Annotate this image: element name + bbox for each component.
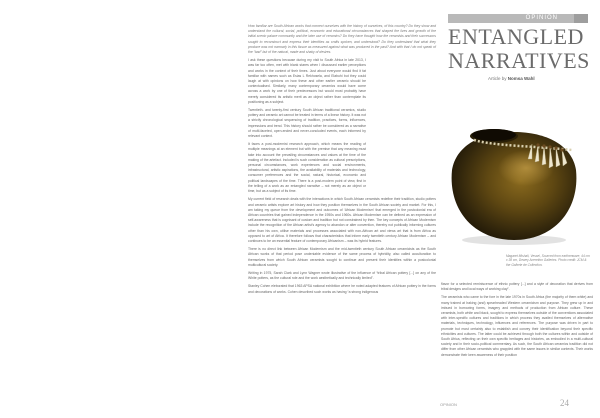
body-paragraph: Writing in 1975, Sarah Clark and Lynn Wagner wrote illustrative of the influence of “tribal African pottery [...] on any of the White potters, as the cultural role and the work aesthetically and technically limited”. bbox=[248, 270, 436, 281]
right-text-column bbox=[441, 282, 593, 361]
article-title bbox=[448, 25, 598, 73]
body-paragraph: I ask these questions because during my visit to South Africa in late 2013, I was far too often, met with blank stares when I discussed earlier perceptions and works in the context of their times. Just about everyone would find it fat familiar with names such as Esias L Rekhosela, and Elabuhi but they could laugh at with opinions on how these and other earlier ceramic should be contextualised. Similarly, many contemporary ceramics would have come across a work by one of their predecessors but would most probably have merely considered its artistic merit as an object rather than contemplate its positioning as a subject. bbox=[248, 58, 366, 104]
footer-section-label: OPINION bbox=[440, 402, 457, 407]
section-label-accent bbox=[574, 14, 588, 23]
image-caption: Magaret Mtshali, Vessel, Sourced from earthenware, 44 cm x 38 cm, Dewey Aceretion Galleries. Photo credit: JCM & the Gallerie de Collection. bbox=[506, 254, 590, 267]
left-text-column bbox=[248, 24, 436, 404]
byline-author: Nomsa Wahl bbox=[507, 76, 535, 81]
title-line-1: ENTANGLED bbox=[448, 24, 584, 49]
byline bbox=[488, 76, 535, 81]
ceramic-vessel-illustration bbox=[434, 100, 594, 250]
body-paragraph: flavor for a selected reminiscence of ethnic pottery [...] and a style of decoration that derives from tribal designs and local ways of working clay”. bbox=[441, 282, 593, 292]
byline-prefix: Article by bbox=[488, 76, 507, 81]
body-paragraph: There is no direct link between African Modernism and the mid-twentieth century South African ceramicists as the South African works of that period pose undeniable evidence of the same process of hybridity, also called acculturation to themselves from which South African ceramists sought to continue and present their identities within a postcolonial multicultural society. bbox=[248, 247, 436, 267]
body-paragraph: Twentieth- and twenty-first century South African traditional ceramics, studio pottery and ceramic art cannot be treated in terms of a linear history. It was not a strictly chronological sequencing of tradition, practices, forms, influences, impressions and trend. This history should rather be considered as a narrative of multi-faceted, open-ended and never-concluded events, each informed by relevant context. bbox=[248, 108, 366, 139]
title-line-2: NARRATIVES bbox=[448, 48, 590, 73]
page-number: 24 bbox=[560, 398, 569, 408]
section-label: OPINION bbox=[448, 14, 578, 23]
body-paragraph: The ceramists who came to the fore in the late 1970s in South Africa (the majority of them white) and many trained at Iraking (and) spearheaded Western ceramicism and purpose. They grew up in and imbued in borrowing forms, imagery and methods of production from African culture. These ceramists, both white and black, sought to express themselves outside of the conventions associated with inter-specific cultures and traditions in which process they availed themselves of alternative materials, techniques, technology, influences and references. The purpose was driven in part to promote but most certainly also to establish and convey their identification beyond their specific ethnicities and cultures. The latter could be achieved through both the cultures within and outside of South Africa, reflecting on their own specific heritages and histories, as embodied in a multi-cultural society and in their socio-political commentary. As such, the South African ceramics tradition did not differ from other African ceramists who grappled with the same issues in similar contexts. Their works demonstrate their keen awareness of their position bbox=[441, 295, 593, 357]
intro-paragraph: How familiar are South African works that connect ourselves with the history of ourselves, of this country? Do they show and understand the cultural, social, political, economic and educational circumstances that shaped the lives and growth of the initial scenic palace community and the later use of ceramics? Do they have thought how the ceramists and their successors sought to reconstruct and express their identities as crafts spoken, and understood? Do they understand that what they produce was not narrowly in this tissue as measured against what was produced in the past? And with that I do not speak of the “bad” but of the natural, made and shaky of desires. bbox=[248, 24, 436, 55]
body-paragraph: Stanley Cohen eleborated that 1963 APSA national exhibition where he noted adapted features of African pottery in the forms and decorations of works. Cohen described such works as having “a strong indigenous bbox=[248, 284, 436, 294]
body-paragraph: It faces a post-modernist research approach, which means the reading of multiple meanings at an element but with the premise that any meaning must take into account the prevailing circumstances and values at the time of the making of the artefact. Included is such consideration as cultural prescriptions, personal circumstances, work experiences and social environments, infrastructural, artistic aspirations, the availability of materials and technology, consumer preferences and the social, natural, historical, economic and political landscapes of the time. There is a post-modern point of view, first in the telling of a work as an entangled narrative – not merely as an object or time, but as a subject of its time. bbox=[248, 142, 366, 194]
ceramic-vessel-photo bbox=[434, 100, 594, 250]
body-paragraph: My current field of research deals with the interactions in which South African ceramists redefine their tradition, studio potters and ceramic artists explore art history and how they position themselves in the South African society and market. For this, I am taking my queue from the development and outcomes of ‘African Modernism’ that emerged in the postcolonial era of African countries that gained independence in the 1950s and 1960s. African Modernism can be defined as an expression of self-awareness that is cognisant of custom and tradition but not constrained by then. The key concepts of African Modernism include the recognition of the African artist’s agency to abandon or alter convention, thereby not publically informing cultures other than his own, utilise materials and processes associated with non-African art and views art that is from Africa as opposed to art of Africa. It therefore follows that characteristics that inform early twentieth century African Modernism – and continues to be an essential feature of contemporary Africanism – was its hybrid features. bbox=[248, 197, 436, 243]
